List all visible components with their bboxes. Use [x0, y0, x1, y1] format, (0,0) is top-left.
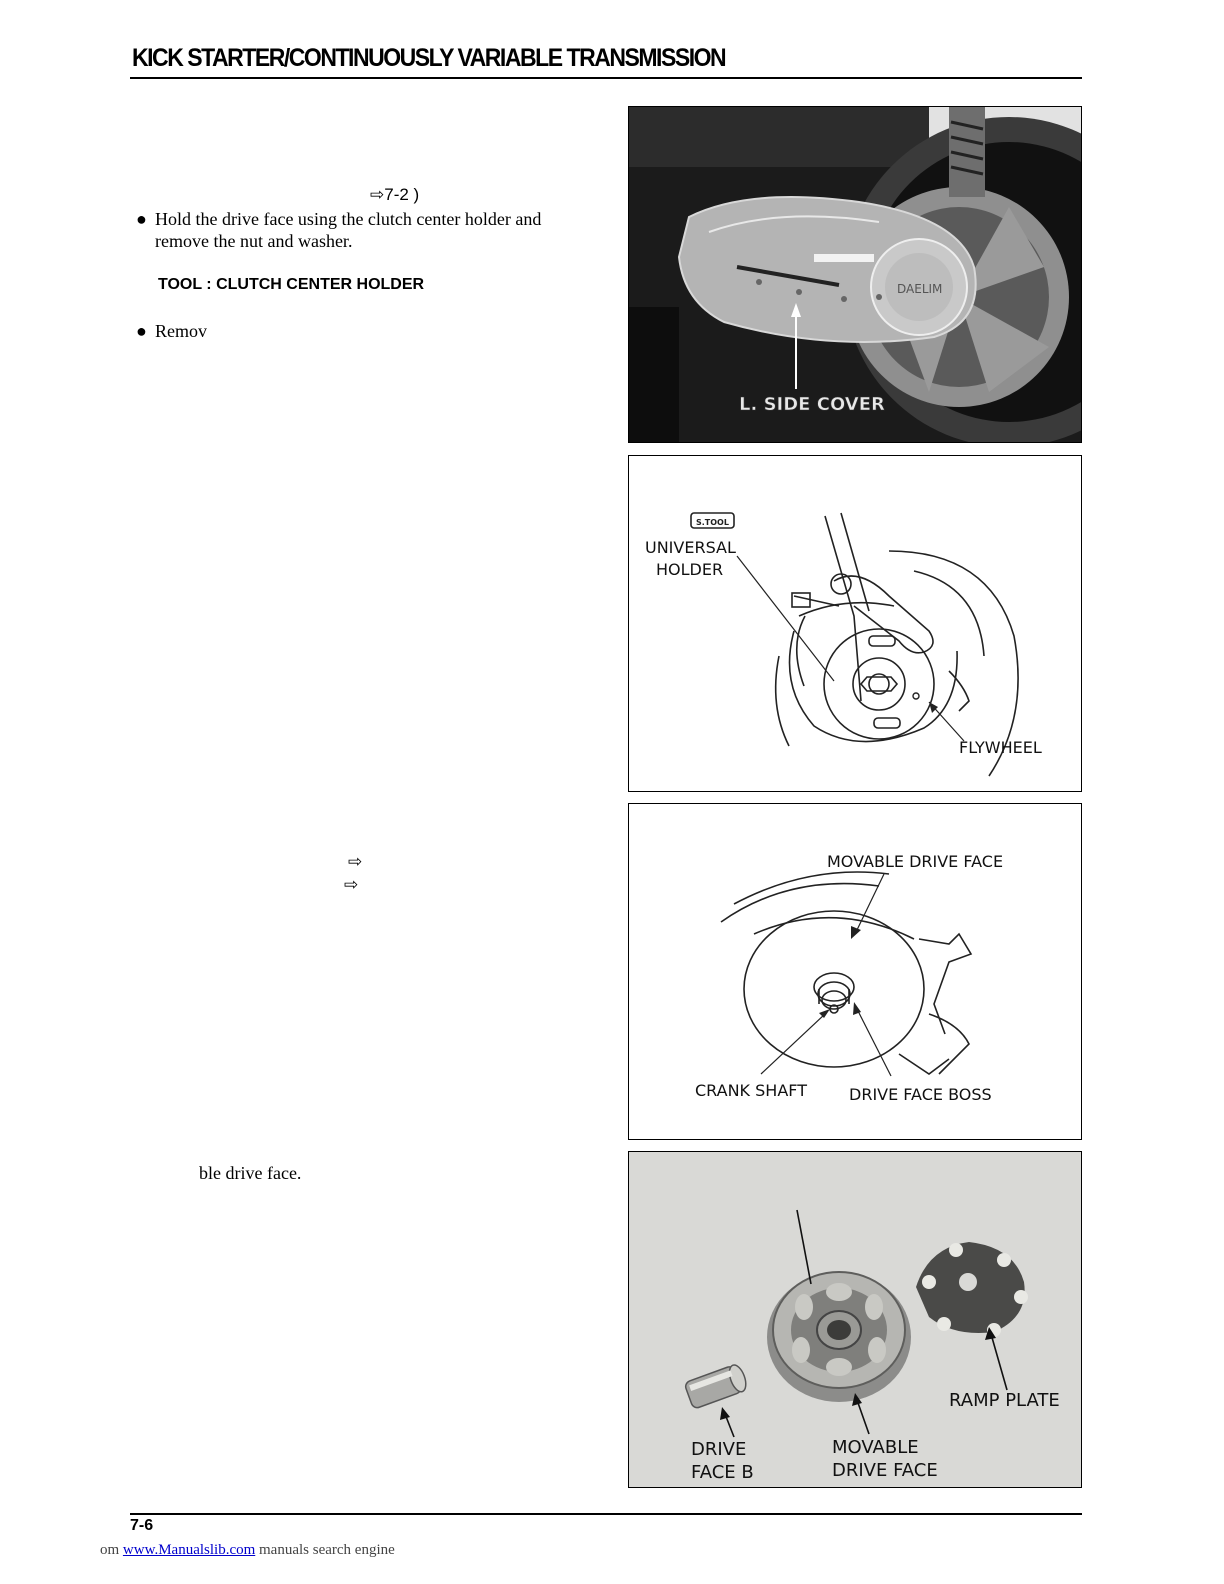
label-drive-face: DRIVE FACE	[832, 1460, 938, 1481]
figure-movable-drive-face	[628, 803, 1082, 1140]
footer-rule	[130, 1513, 1082, 1515]
header-rule	[130, 77, 1082, 79]
manualslib-link[interactable]: www.Manualslib.com	[122, 1542, 256, 1558]
label-holder: HOLDER	[656, 560, 724, 579]
page-number: 7-6	[130, 1517, 154, 1534]
bullet-icon: ●	[136, 209, 147, 229]
tool-tag-text: S.TOOL	[696, 518, 729, 527]
arrow-right-icon: ⇨	[344, 875, 359, 894]
figure-side-cover-photo	[628, 106, 1082, 443]
page-reference: ⇨7-2 )	[370, 185, 420, 204]
bullet-hold-drive-face	[136, 208, 596, 252]
label-l-side-cover: L. SIDE COVER	[739, 394, 885, 415]
text-fragment: ble drive face.	[199, 1163, 302, 1183]
label-ramp-plate: RAMP PLATE	[949, 1390, 1060, 1411]
bullet-text-line1: Hold the drive face using the clutch center holder and	[155, 209, 542, 229]
label-universal: UNIVERSAL	[645, 538, 736, 557]
label-movable-drive-face: MOVABLE DRIVE FACE	[827, 852, 1004, 871]
bullet-icon: ●	[136, 321, 147, 341]
daelim-logo: DAELIM	[897, 282, 943, 296]
bullet-remove: ● Remov	[136, 321, 207, 341]
bullet-text-line2: remove the nut and washer.	[155, 231, 353, 251]
label-drive-face-boss: DRIVE FACE BOSS	[849, 1085, 992, 1104]
footer-source: om www.Manualslib.com manuals search engine	[100, 1542, 395, 1558]
label-crank-shaft: CRANK SHAFT	[695, 1081, 807, 1100]
arrow-right-icon: ⇨	[348, 852, 363, 871]
figure-universal-holder	[628, 455, 1082, 792]
arrow-right-icon: ⇨	[370, 185, 385, 204]
label-flywheel: FLYWHEEL	[959, 738, 1042, 757]
page-header: KICK STARTER/CONTINUOUSLY VARIABLE TRANSMISSION	[132, 44, 726, 72]
label-face-b: FACE B	[691, 1462, 754, 1483]
label-movable: MOVABLE	[832, 1437, 919, 1458]
figure-drive-face-parts-photo	[628, 1151, 1082, 1488]
tool-callout: TOOL : CLUTCH CENTER HOLDER	[158, 276, 425, 293]
label-drive: DRIVE	[691, 1439, 747, 1460]
